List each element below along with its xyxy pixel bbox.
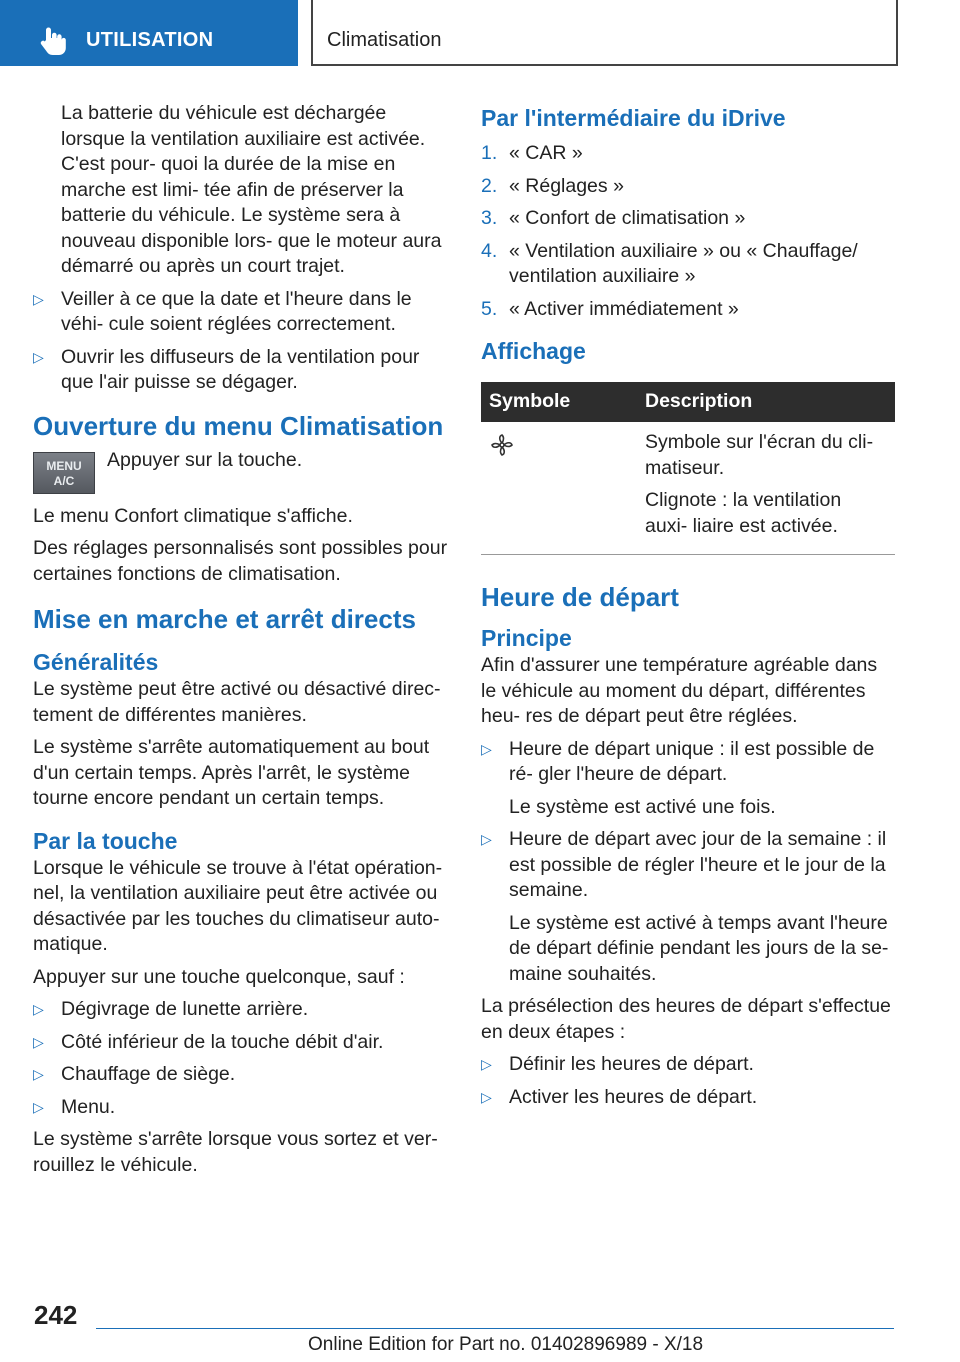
bullet-list-2 xyxy=(33,997,449,1120)
list-item: ▷ Définir les heures de départ. xyxy=(481,1052,895,1078)
step-item: 3. « Confort de climatisation » xyxy=(481,207,746,229)
heading-menu: Ouverture du menu Climatisation xyxy=(33,410,444,441)
list-item: ▷ Menu. xyxy=(33,1095,449,1121)
table-cell-symbol xyxy=(481,422,637,555)
idrive-steps xyxy=(481,141,895,322)
list-item: ▷ Veiller à ce que la date et l'heure dans le véhi- cule soient réglées correctement. xyxy=(33,287,449,338)
chapter-header xyxy=(311,0,898,66)
menu-press-text: Appuyer sur la touche. xyxy=(107,448,303,471)
heading-general: Généralités xyxy=(33,649,159,675)
menu-paragraph-1: Le menu Confort climatique s'affiche. xyxy=(33,504,353,527)
step-item: 4. « Ventilation auxiliaire » ou « Chauffage/ ventilation auxiliaire » xyxy=(481,239,858,287)
section-tab xyxy=(0,0,298,66)
bullet-list-4 xyxy=(481,1052,895,1110)
left-column xyxy=(33,101,449,1185)
heading-direct: Mise en marche et arrêt directs xyxy=(33,604,416,634)
heading-idrive: Par l'intermédiaire du iDrive xyxy=(481,105,786,131)
heading-principe: Principe xyxy=(481,625,572,651)
heading-heure: Heure de départ xyxy=(481,582,679,612)
preselection-paragraph: La présélection des heures de départ s'effectue en deux étapes : xyxy=(481,995,891,1043)
step-item: 5. « Activer immédiatement » xyxy=(481,297,739,320)
edition-note: Online Edition for Part no. 01402896989 - X/18 xyxy=(308,1334,704,1355)
table-header-symbol: Symbole xyxy=(481,382,637,422)
bullet-list-3 xyxy=(481,737,895,988)
list-item: ▷ Ouvrir les diffuseurs de la ventilation pour que l'air puisse se dégager. xyxy=(33,345,449,396)
menu-ac-section xyxy=(33,448,449,504)
footer-divider xyxy=(96,1328,894,1329)
section-label: UTILISATION xyxy=(86,29,214,51)
step-item: 2. « Réglages » xyxy=(481,174,624,197)
chapter-label: Climatisation xyxy=(327,29,442,51)
right-column xyxy=(481,103,895,1117)
list-item: ▷ Chauffage de siège. xyxy=(33,1062,449,1088)
touche-end-paragraph: Le système s'arrête lorsque vous sortez et ver- rouillez le véhicule. xyxy=(33,1128,438,1176)
general-paragraph-1: Le système peut être activé ou désactivé direc- tement de différentes manières. xyxy=(33,678,441,726)
bullet-list-1 xyxy=(33,287,449,396)
hand-pointer-icon xyxy=(38,26,66,56)
intro-paragraph: La batterie du véhicule est déchargée lorsque la ventilation auxiliaire est activée. C'est pour- quoi la durée de la mise en marche est limi- tée afin de préserver la batterie du véhicule. Le système sera à nouveau disponible lors- que le moteur aura démarré ou après un court trajet. xyxy=(61,102,442,277)
description-text-2: Clignote : la ventilation auxi- liaire est activée. xyxy=(645,489,842,537)
principe-paragraph: Afin d'assurer une température agréable dans le véhicule au moment du départ, différentes heu- res de départ peut être réglées. xyxy=(481,654,878,727)
list-item: ▷ Heure de départ unique : il est possible de ré- gler l'heure de départ. Le système est activé une fois. xyxy=(481,737,895,821)
heading-affichage: Affichage xyxy=(481,338,586,364)
table-row xyxy=(481,422,895,555)
list-item: ▷ Dégivrage de lunette arrière. xyxy=(33,997,449,1023)
list-item: ▷ Côté inférieur de la touche débit d'air. xyxy=(33,1030,449,1056)
list-item: ▷ Activer les heures de départ. xyxy=(481,1085,895,1111)
step-item: 1. « CAR » xyxy=(481,142,583,164)
general-paragraph-2: Le système s'arrête automatiquement au bout d'un certain temps. Après l'arrêt, le système tourne encore pendant un certain temps. xyxy=(33,736,430,809)
touche-paragraph-1: Lorsque le véhicule se trouve à l'état opération- nel, la ventilation auxiliaire peut être activée ou désactivée par les touches du climatiseur auto- matique. xyxy=(33,856,443,955)
description-text-1: Symbole sur l'écran du cli- matiseur. xyxy=(645,431,874,479)
page-number: 242 xyxy=(34,1300,78,1330)
menu-ac-button-icon: MENU A/C xyxy=(33,452,95,494)
heading-touche: Par la touche xyxy=(33,827,178,854)
list-item: ▷ Heure de départ avec jour de la semaine : il est possible de régler l'heure et le jour de la semaine. Le système est activé à temps avant l'heure de départ définie pendant les jours de la se- maine souhaités. xyxy=(481,827,895,987)
symbol-table xyxy=(481,382,895,555)
table-header-description: Description xyxy=(637,382,895,422)
menu-paragraph-2: Des réglages personnalisés sont possibles pour certaines fonctions de climatisation. xyxy=(33,537,448,585)
touche-paragraph-2: Appuyer sur une touche quelconque, sauf : xyxy=(33,965,405,988)
fan-ventilation-icon xyxy=(489,432,515,458)
table-cell-description xyxy=(637,422,895,555)
